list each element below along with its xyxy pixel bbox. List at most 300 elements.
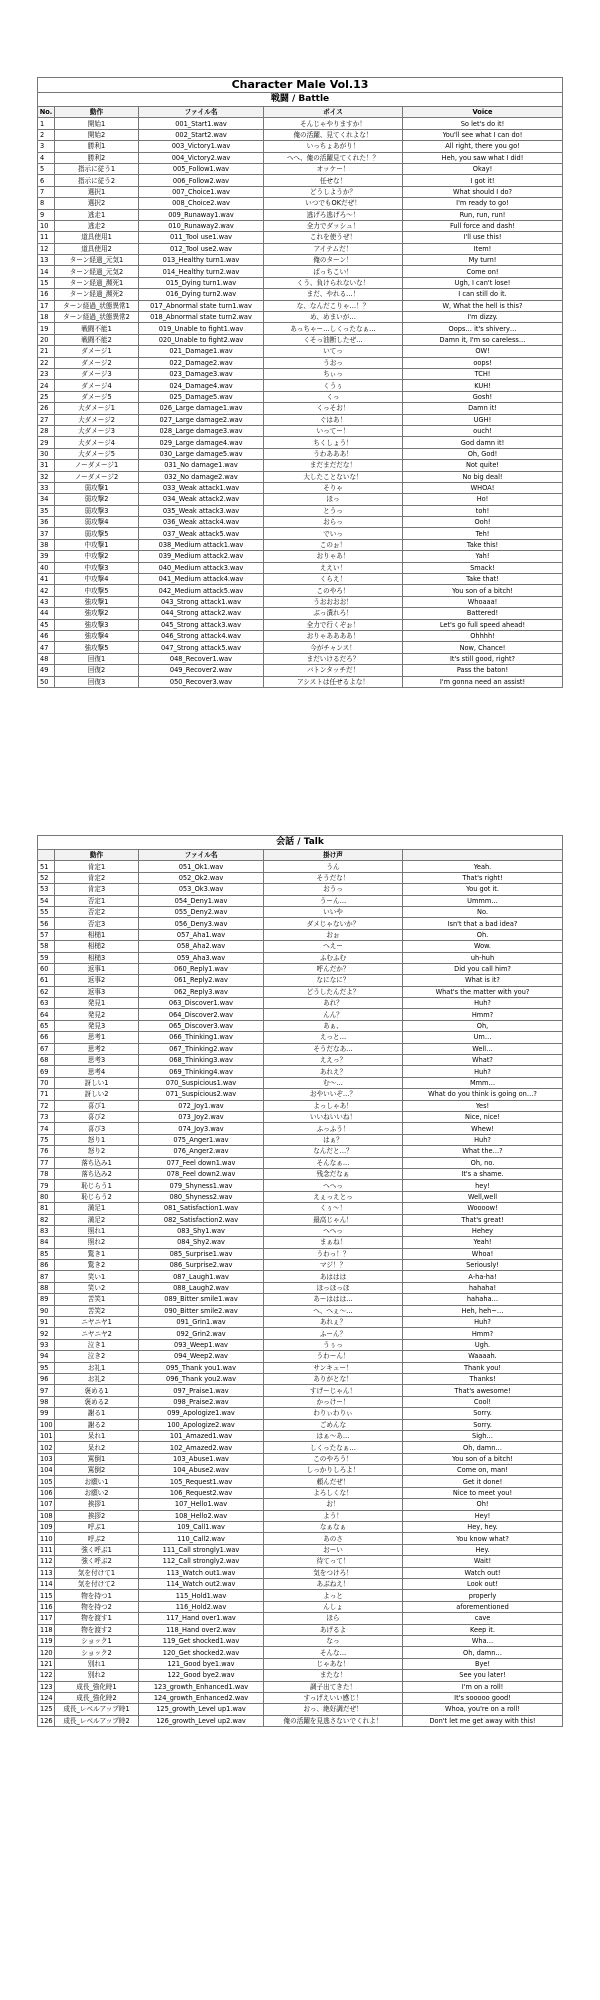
voice-jp-cell: 逃げろ逃げろ～！ <box>264 209 403 220</box>
table-row <box>38 1111 563 1122</box>
table-row <box>38 1396 563 1407</box>
voice-en-cell: Nice, nice! <box>403 1111 563 1122</box>
table-row <box>38 1624 563 1635</box>
voice-en-cell: Okay! <box>403 163 563 174</box>
action-cell: ダメージ3 <box>55 368 139 379</box>
row-number: 121 <box>38 1658 55 1669</box>
action-cell: 落ち込み2 <box>55 1168 139 1179</box>
table-row <box>38 1305 563 1316</box>
row-number: 61 <box>38 975 55 986</box>
voice-jp-cell: そんなぁ… <box>264 1157 403 1168</box>
voice-en-cell: No big deal! <box>403 471 563 482</box>
row-number: 62 <box>38 986 55 997</box>
voice-jp-cell: ありがとな！ <box>264 1373 403 1384</box>
table-row <box>38 425 563 436</box>
row-number: 8 <box>38 198 55 209</box>
action-cell: 中攻撃3 <box>55 562 139 573</box>
action-cell: 相槌1 <box>55 929 139 940</box>
table-row <box>38 1704 563 1715</box>
filename-cell: 080_Shyness2.wav <box>139 1191 264 1202</box>
row-number: 36 <box>38 517 55 528</box>
filename-cell: 118_Hand over2.wav <box>139 1624 264 1635</box>
row-number: 118 <box>38 1624 55 1635</box>
voice-en-cell: oops! <box>403 357 563 368</box>
voice-en-cell: Oh, no. <box>403 1157 563 1168</box>
table-row <box>38 665 563 676</box>
voice-jp-cell: このぉ！ <box>264 539 403 550</box>
filename-cell: 106_Request2.wav <box>139 1487 264 1498</box>
voice-en-cell: Hey, hey. <box>403 1522 563 1533</box>
voice-jp-cell: まだ、やれる…！ <box>264 289 403 300</box>
voice-en-cell: God damn it! <box>403 437 563 448</box>
filename-cell: 052_Ok2.wav <box>139 872 264 883</box>
filename-cell: 038_Medium attack1.wav <box>139 539 264 550</box>
voice-jp-cell: 最高じゃん！ <box>264 1214 403 1225</box>
filename-cell: 022_Damage2.wav <box>139 357 264 368</box>
voice-en-cell: Ho! <box>403 494 563 505</box>
row-number: 33 <box>38 482 55 493</box>
voice-jp-cell: うわっ！？ <box>264 1248 403 1259</box>
filename-cell: 122_Good bye2.wav <box>139 1670 264 1681</box>
voice-jp-cell: ぶっ潰れろ！ <box>264 608 403 619</box>
row-number: 125 <box>38 1704 55 1715</box>
voice-en-cell: Get it done! <box>403 1476 563 1487</box>
voice-jp-cell: オッケー！ <box>264 163 403 174</box>
action-cell: 泣き2 <box>55 1351 139 1362</box>
row-number: 103 <box>38 1453 55 1464</box>
voice-en-cell: Oh, God! <box>403 448 563 459</box>
action-cell: 否定1 <box>55 895 139 906</box>
voice-en-cell: Thanks! <box>403 1373 563 1384</box>
filename-cell: 025_Damage5.wav <box>139 391 264 402</box>
voice-jp-cell: うわーん！ <box>264 1351 403 1362</box>
filename-cell: 091_Grin1.wav <box>139 1317 264 1328</box>
voice-en-cell: See you later! <box>403 1670 563 1681</box>
action-cell: 強攻撃2 <box>55 608 139 619</box>
voice-jp-cell: め、めまいが… <box>264 312 403 323</box>
voice-en-cell: You know what? <box>403 1533 563 1544</box>
column-header-filename: ファイル名 <box>139 107 264 118</box>
filename-cell: 058_Aha2.wav <box>139 941 264 952</box>
action-cell: 満足2 <box>55 1214 139 1225</box>
voice-en-cell: I'm gonna need an assist! <box>403 676 563 687</box>
table-row <box>38 1487 563 1498</box>
row-number: 119 <box>38 1635 55 1646</box>
row-number: 99 <box>38 1408 55 1419</box>
filename-cell: 056_Deny3.wav <box>139 918 264 929</box>
voice-en-cell: TCH! <box>403 368 563 379</box>
voice-en-cell: I can still do it. <box>403 289 563 300</box>
filename-cell: 119_Get shocked1.wav <box>139 1635 264 1646</box>
table-row <box>38 391 563 402</box>
voice-jp-cell: ふむふむ <box>264 952 403 963</box>
column-header-no: No. <box>38 107 55 118</box>
row-number: 40 <box>38 562 55 573</box>
table-row <box>38 198 563 209</box>
voice-jp-cell: そりゃ <box>264 482 403 493</box>
table-row <box>38 1066 563 1077</box>
action-cell: 泣き1 <box>55 1339 139 1350</box>
action-cell: 謝る2 <box>55 1419 139 1430</box>
filename-cell: 123_growth_Enhanced1.wav <box>139 1681 264 1692</box>
action-cell: ノーダメージ2 <box>55 471 139 482</box>
voice-jp-cell: あーははは… <box>264 1294 403 1305</box>
column-header-action: 動作 <box>55 107 139 118</box>
voice-en-cell: Thank you! <box>403 1362 563 1373</box>
voice-jp-cell: おりゃあ！ <box>264 551 403 562</box>
voice-jp-cell: くうぅ <box>264 380 403 391</box>
voice-en-cell: You got it. <box>403 884 563 895</box>
voice-en-cell: Whew! <box>403 1123 563 1134</box>
voice-en-cell: Huh? <box>403 998 563 1009</box>
row-number: 124 <box>38 1692 55 1703</box>
voice-jp-cell: おらっ <box>264 517 403 528</box>
action-cell: 発見1 <box>55 998 139 1009</box>
table-row <box>38 895 563 906</box>
voice-en-cell: Well… <box>403 1043 563 1054</box>
action-cell: 物を持つ2 <box>55 1601 139 1612</box>
filename-cell: 002_Start2.wav <box>139 129 264 140</box>
voice-jp-cell: へへっ <box>264 1180 403 1191</box>
table-row <box>38 1601 563 1612</box>
voice-jp-cell: これを使うぜ！ <box>264 232 403 243</box>
table-row <box>38 1533 563 1544</box>
table-row <box>38 1077 563 1088</box>
voice-en-cell: Woooow! <box>403 1203 563 1214</box>
action-cell: 逃走2 <box>55 220 139 231</box>
row-number: 59 <box>38 952 55 963</box>
filename-cell: 092_Grin2.wav <box>139 1328 264 1339</box>
row-number: 115 <box>38 1590 55 1601</box>
voice-en-cell: I'm dizzy. <box>403 312 563 323</box>
row-number: 85 <box>38 1248 55 1259</box>
voice-en-cell: Not quite! <box>403 460 563 471</box>
voice-jp-cell: なぁなぁ <box>264 1522 403 1533</box>
voice-jp-cell: あれ？ <box>264 998 403 1009</box>
filename-cell: 076_Anger2.wav <box>139 1146 264 1157</box>
filename-cell: 074_Joy3.wav <box>139 1123 264 1134</box>
action-cell: ニヤニヤ2 <box>55 1328 139 1339</box>
row-number: 116 <box>38 1601 55 1612</box>
voice-jp-cell: あぶねえ！ <box>264 1579 403 1590</box>
voice-en-cell: No. <box>403 906 563 917</box>
filename-cell: 051_Ok1.wav <box>139 861 264 872</box>
row-number: 78 <box>38 1168 55 1179</box>
filename-cell: 047_Strong attack5.wav <box>139 642 264 653</box>
row-number: 66 <box>38 1032 55 1043</box>
action-cell: 挨拶1 <box>55 1499 139 1510</box>
row-number: 45 <box>38 619 55 630</box>
action-cell: 挨拶2 <box>55 1510 139 1521</box>
filename-cell: 077_Feel down1.wav <box>139 1157 264 1168</box>
voice-en-cell: Smack! <box>403 562 563 573</box>
table-row <box>38 175 563 186</box>
column-header-call-jp: 掛け声 <box>264 850 403 861</box>
voice-en-cell: Hey. <box>403 1544 563 1555</box>
action-cell: 回復1 <box>55 653 139 664</box>
action-cell: 大ダメージ3 <box>55 425 139 436</box>
filename-cell: 117_Hand over1.wav <box>139 1613 264 1624</box>
row-number: 74 <box>38 1123 55 1134</box>
action-cell: 肯定3 <box>55 884 139 895</box>
voice-jp-cell: なんだと…？ <box>264 1146 403 1157</box>
row-number: 65 <box>38 1020 55 1031</box>
table-row <box>38 346 563 357</box>
filename-cell: 021_Damage1.wav <box>139 346 264 357</box>
voice-en-cell: It's a shame. <box>403 1168 563 1179</box>
voice-en-cell: Ugh, I can't lose! <box>403 277 563 288</box>
voice-jp-cell: あははは <box>264 1271 403 1282</box>
filename-cell: 017_Abnormal state turn1.wav <box>139 300 264 311</box>
row-number: 22 <box>38 357 55 368</box>
voice-jp-cell: そうだな！ <box>264 872 403 883</box>
voice-jp-cell: くぅ～！ <box>264 1203 403 1214</box>
row-number: 69 <box>38 1066 55 1077</box>
voice-en-cell: aforementioned <box>403 1601 563 1612</box>
row-number: 28 <box>38 425 55 436</box>
row-number: 104 <box>38 1465 55 1476</box>
filename-cell: 055_Deny2.wav <box>139 906 264 917</box>
action-cell: 開始1 <box>55 118 139 129</box>
action-cell: 恥じらう2 <box>55 1191 139 1202</box>
row-number: 111 <box>38 1544 55 1555</box>
voice-en-cell: Oh. <box>403 929 563 940</box>
table-row <box>38 312 563 323</box>
action-cell: 落ち込み1 <box>55 1157 139 1168</box>
action-cell: ショック2 <box>55 1647 139 1658</box>
voice-en-cell: Don't let me get away with this! <box>403 1715 563 1726</box>
voice-jp-cell: そんな… <box>264 1647 403 1658</box>
voice-en-cell: What the…? <box>403 1146 563 1157</box>
filename-cell: 036_Weak attack4.wav <box>139 517 264 528</box>
row-number: 13 <box>38 255 55 266</box>
action-cell: 強く呼ぶ2 <box>55 1556 139 1567</box>
table-row <box>38 1203 563 1214</box>
row-number: 5 <box>38 163 55 174</box>
filename-cell: 018_Abnormal state turn2.wav <box>139 312 264 323</box>
action-cell: 発見3 <box>55 1020 139 1031</box>
table-row <box>38 1681 563 1692</box>
row-number: 2 <box>38 129 55 140</box>
voice-jp-cell: このやろう！ <box>264 1453 403 1464</box>
battle-section-row <box>38 93 563 107</box>
voice-en-cell: Hey! <box>403 1510 563 1521</box>
action-cell: 大ダメージ1 <box>55 403 139 414</box>
voice-jp-cell: まぁね！ <box>264 1237 403 1248</box>
voice-jp-cell: おりゃああああ！ <box>264 630 403 641</box>
voice-jp-cell: 呼んだか？ <box>264 963 403 974</box>
table-row <box>38 1180 563 1191</box>
row-number: 83 <box>38 1225 55 1236</box>
row-number: 35 <box>38 505 55 516</box>
row-number: 7 <box>38 186 55 197</box>
action-cell: 否定2 <box>55 906 139 917</box>
document-title-row <box>38 78 563 93</box>
row-number: 58 <box>38 941 55 952</box>
row-number: 43 <box>38 596 55 607</box>
filename-cell: 094_Weep2.wav <box>139 1351 264 1362</box>
voice-jp-cell: 調子出てきた！ <box>264 1681 403 1692</box>
voice-jp-cell: いつでもOKだぜ！ <box>264 198 403 209</box>
row-number: 37 <box>38 528 55 539</box>
voice-en-cell: Yah! <box>403 551 563 562</box>
row-number: 95 <box>38 1362 55 1373</box>
voice-en-cell: Hehey <box>403 1225 563 1236</box>
voice-en-cell: What do you think is going on…? <box>403 1089 563 1100</box>
voice-en-cell: What? <box>403 1055 563 1066</box>
table-row <box>38 1590 563 1601</box>
voice-en-cell: Damn it! <box>403 403 563 414</box>
row-number: 29 <box>38 437 55 448</box>
voice-jp-cell: とうっ <box>264 505 403 516</box>
table-row <box>38 1146 563 1157</box>
voice-en-cell: Oh! <box>403 1499 563 1510</box>
table-row <box>38 975 563 986</box>
row-number: 44 <box>38 608 55 619</box>
row-number: 87 <box>38 1271 55 1282</box>
voice-en-cell: ouch! <box>403 425 563 436</box>
row-number: 75 <box>38 1134 55 1145</box>
row-number: 64 <box>38 1009 55 1020</box>
voice-en-cell: My turn! <box>403 255 563 266</box>
voice-jp-cell: くらえ！ <box>264 574 403 585</box>
filename-cell: 126_growth_Level up2.wav <box>139 1715 264 1726</box>
voice-en-cell: properly <box>403 1590 563 1601</box>
voice-en-cell: Oh, damn… <box>403 1647 563 1658</box>
filename-cell: 040_Medium attack3.wav <box>139 562 264 573</box>
filename-cell: 099_Apologize1.wav <box>139 1408 264 1419</box>
row-number: 9 <box>38 209 55 220</box>
action-cell: 弱攻撃5 <box>55 528 139 539</box>
voice-jp-cell: そんじゃやりますか！ <box>264 118 403 129</box>
table-row <box>38 471 563 482</box>
voice-jp-cell: うおっ <box>264 357 403 368</box>
table-row <box>38 1020 563 1031</box>
voice-en-cell: You'll see what I can do! <box>403 129 563 140</box>
filename-cell: 006_Follow2.wav <box>139 175 264 186</box>
action-cell: 思考3 <box>55 1055 139 1066</box>
row-number: 117 <box>38 1613 55 1624</box>
column-header-voice-en: Voice <box>403 107 563 118</box>
voice-en-cell: Huh? <box>403 1317 563 1328</box>
filename-cell: 016_Dying turn2.wav <box>139 289 264 300</box>
action-cell: ターン経過_元気2 <box>55 266 139 277</box>
voice-jp-cell: うおおおお！ <box>264 596 403 607</box>
table-row <box>38 437 563 448</box>
row-number: 81 <box>38 1203 55 1214</box>
filename-cell: 019_Unable to fight1.wav <box>139 323 264 334</box>
row-number: 1 <box>38 118 55 129</box>
row-number: 18 <box>38 312 55 323</box>
table-row <box>38 1294 563 1305</box>
voice-jp-cell: いいねいいね！ <box>264 1111 403 1122</box>
voice-jp-cell: ほっほっほ <box>264 1282 403 1293</box>
voice-jp-cell: アイテムだ！ <box>264 243 403 254</box>
row-number: 72 <box>38 1100 55 1111</box>
table-row <box>38 1214 563 1225</box>
voice-jp-cell: ふーん？ <box>264 1328 403 1339</box>
row-number: 27 <box>38 414 55 425</box>
action-cell: 返事2 <box>55 975 139 986</box>
action-cell: 思考2 <box>55 1043 139 1054</box>
row-number: 89 <box>38 1294 55 1305</box>
action-cell: 呼ぶ2 <box>55 1533 139 1544</box>
action-cell: 照れ2 <box>55 1237 139 1248</box>
action-cell: ダメージ1 <box>55 346 139 357</box>
action-cell: 回復3 <box>55 676 139 687</box>
voice-en-cell: UGH! <box>403 414 563 425</box>
action-cell: 中攻撃5 <box>55 585 139 596</box>
filename-cell: 105_Request1.wav <box>139 1476 264 1487</box>
talk-section-title: 会話 / Talk <box>38 836 563 850</box>
voice-jp-cell: よっしゃあ！ <box>264 1100 403 1111</box>
row-number: 84 <box>38 1237 55 1248</box>
table-row <box>38 1339 563 1350</box>
filename-cell: 093_Weep1.wav <box>139 1339 264 1350</box>
action-cell: 選択2 <box>55 198 139 209</box>
voice-en-cell: All right, there you go! <box>403 141 563 152</box>
action-cell: 大ダメージ4 <box>55 437 139 448</box>
voice-en-cell: Wait! <box>403 1556 563 1567</box>
action-cell: 肯定1 <box>55 861 139 872</box>
voice-jp-cell: ほら <box>264 1613 403 1624</box>
table-row <box>38 141 563 152</box>
filename-cell: 073_Joy2.wav <box>139 1111 264 1122</box>
voice-jp-cell: おやいいぞ…？ <box>264 1089 403 1100</box>
table-row <box>38 129 563 140</box>
voice-en-cell: Huh? <box>403 1066 563 1077</box>
filename-cell: 003_Victory1.wav <box>139 141 264 152</box>
filename-cell: 028_Large damage3.wav <box>139 425 264 436</box>
voice-jp-cell: わりぃわりぃ <box>264 1408 403 1419</box>
row-number: 96 <box>38 1373 55 1384</box>
voice-en-cell: Isn't that a bad idea? <box>403 918 563 929</box>
voice-en-cell: Cool! <box>403 1396 563 1407</box>
action-cell: 笑い2 <box>55 1282 139 1293</box>
table-row <box>38 1635 563 1646</box>
action-cell: 弱攻撃4 <box>55 517 139 528</box>
filename-cell: 053_Ok3.wav <box>139 884 264 895</box>
voice-jp-cell: すっげえいい感じ！ <box>264 1692 403 1703</box>
voice-jp-cell: んん？ <box>264 1009 403 1020</box>
row-number: 10 <box>38 220 55 231</box>
table-row <box>38 448 563 459</box>
row-number: 90 <box>38 1305 55 1316</box>
filename-cell: 026_Large damage1.wav <box>139 403 264 414</box>
voice-en-cell: toh! <box>403 505 563 516</box>
row-number: 24 <box>38 380 55 391</box>
action-cell: 罵倒2 <box>55 1465 139 1476</box>
table-row <box>38 1476 563 1487</box>
table-row <box>38 998 563 1009</box>
table-row <box>38 929 563 940</box>
voice-en-cell: WHOA! <box>403 482 563 493</box>
row-number: 76 <box>38 1146 55 1157</box>
row-number: 68 <box>38 1055 55 1066</box>
filename-cell: 089_Bitter smile1.wav <box>139 1294 264 1305</box>
row-number: 47 <box>38 642 55 653</box>
filename-cell: 063_Discover1.wav <box>139 998 264 1009</box>
row-number: 86 <box>38 1260 55 1271</box>
row-number: 73 <box>38 1111 55 1122</box>
filename-cell: 029_Large damage4.wav <box>139 437 264 448</box>
table-row <box>38 209 563 220</box>
voice-en-cell: Damn it, I'm so careless… <box>403 334 563 345</box>
filename-cell: 043_Strong attack1.wav <box>139 596 264 607</box>
table-row <box>38 1715 563 1726</box>
table-row <box>38 289 563 300</box>
table-row <box>38 334 563 345</box>
